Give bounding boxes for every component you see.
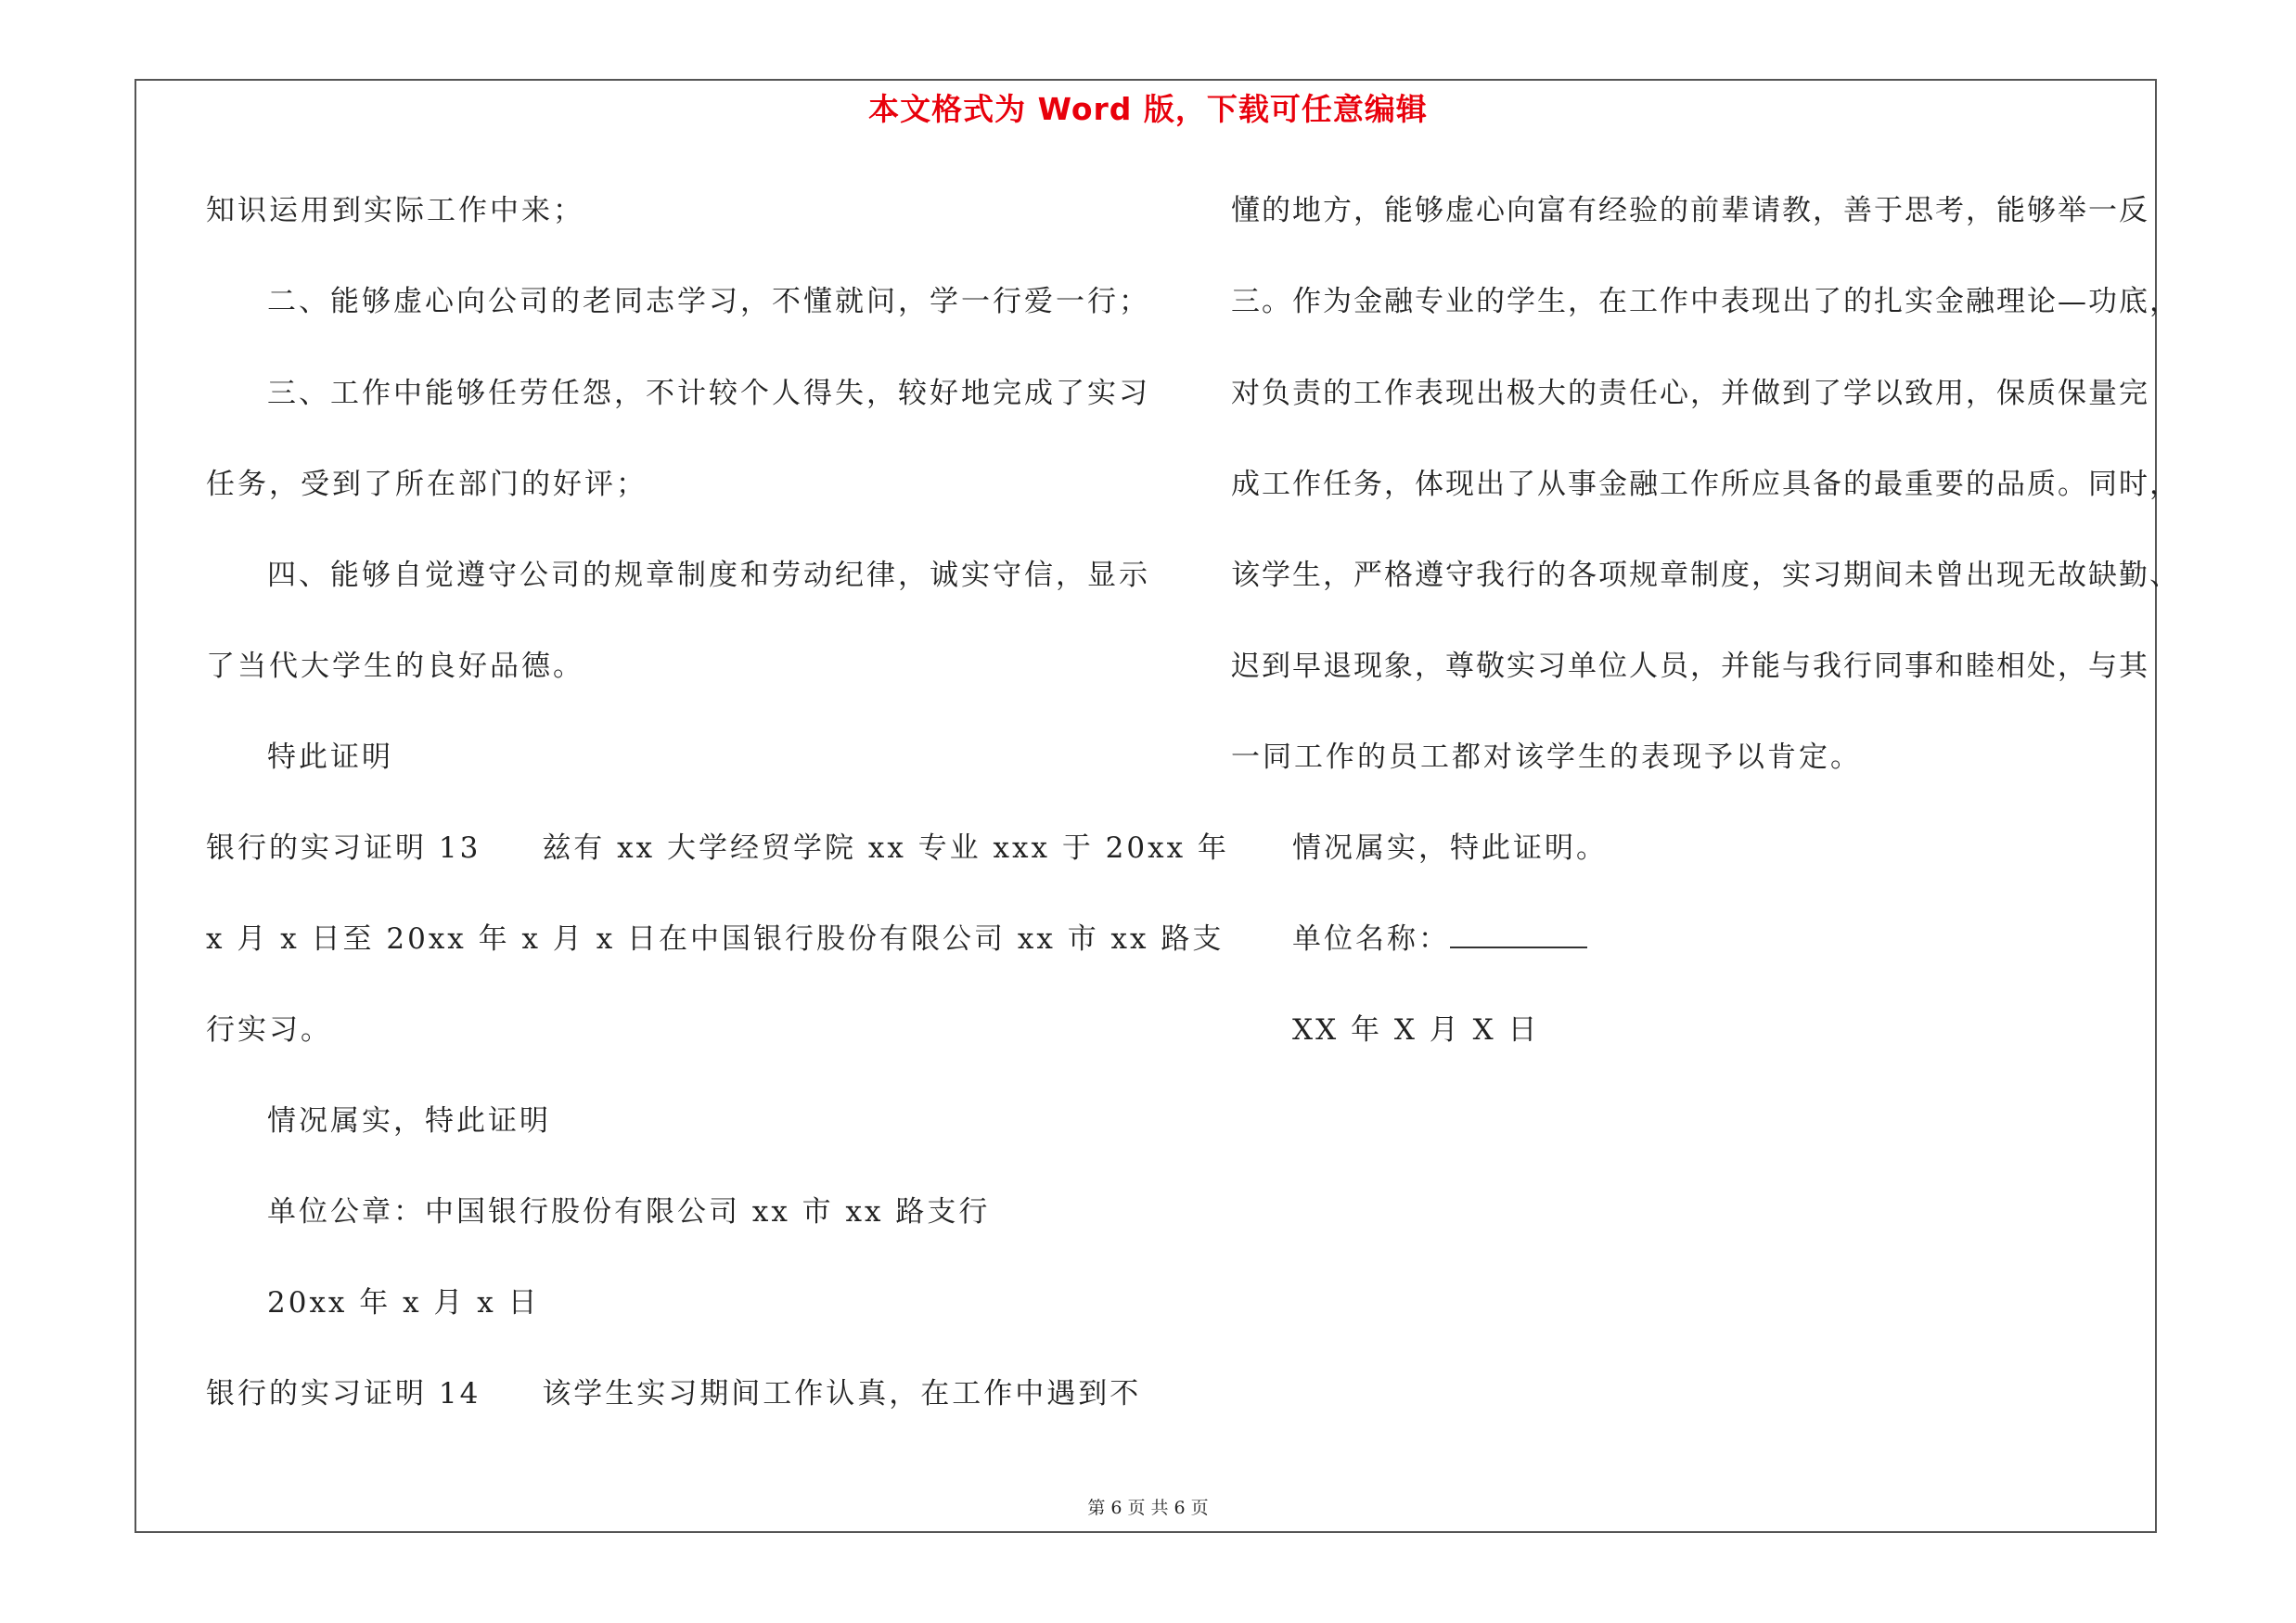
body-line: 迟到早退现象，尊敬实习单位人员，并能与我行同事和睦相处，与其 bbox=[1231, 650, 2149, 683]
section-heading-line bbox=[206, 830, 1229, 867]
unit-name-line bbox=[1292, 921, 1587, 958]
section-heading: 银行的实习证明 13 bbox=[206, 831, 481, 865]
body-line: 特此证明 bbox=[267, 741, 393, 774]
body-line: 成工作任务，体现出了从事金融工作所应具备的最重要的品质。同时， bbox=[1231, 468, 2180, 501]
body-line: 任务，受到了所在部门的好评； bbox=[206, 468, 648, 501]
page-footer: 第 6 页 共 6 页 bbox=[1087, 1498, 1209, 1518]
body-line: 了当代大学生的良好品德。 bbox=[206, 650, 584, 683]
body-line: 二、能够虚心向公司的老同志学习，不懂就问，学一行爱一行； bbox=[267, 285, 1150, 318]
body-line: 四、能够自觉遵守公司的规章制度和劳动纪律，诚实守信，显示 bbox=[267, 559, 1150, 592]
section-heading-line bbox=[206, 1375, 1141, 1412]
section-heading: 银行的实习证明 14 bbox=[206, 1377, 481, 1410]
body-line: 行实习。 bbox=[206, 1013, 332, 1047]
unit-name-blank bbox=[1450, 922, 1587, 948]
body-text: 该学生实习期间工作认真，在工作中遇到不 bbox=[542, 1377, 1142, 1410]
unit-name-label: 单位名称： bbox=[1292, 922, 1450, 956]
body-line: 情况属实，特此证明 bbox=[267, 1104, 551, 1138]
body-line: 知识运用到实际工作中来； bbox=[206, 194, 584, 227]
body-line: 对负责的工作表现出极大的责任心，并做到了学以致用，保质保量完 bbox=[1231, 377, 2149, 410]
date-line: 20xx 年 x 月 x 日 bbox=[267, 1286, 540, 1320]
body-line: x 月 x 日至 20xx 年 x 月 x 日在中国银行股份有限公司 xx 市 xx 路支 bbox=[206, 922, 1225, 956]
body-line: 一同工作的员工都对该学生的表现予以肯定。 bbox=[1231, 741, 1862, 774]
body-line: 懂的地方，能够虚心向富有经验的前辈请教，善于思考，能够举一反 bbox=[1231, 194, 2149, 227]
date-line: XX 年 X 月 X 日 bbox=[1292, 1013, 1540, 1047]
edit-banner: 本文格式为 Word 版，下载可任意编辑 bbox=[868, 91, 1428, 127]
body-line: 单位公章：中国银行股份有限公司 xx 市 xx 路支行 bbox=[267, 1195, 991, 1229]
body-line: 三。作为金融专业的学生，在工作中表现出了的扎实金融理论—功底， bbox=[1231, 285, 2180, 318]
body-line: 该学生，严格遵守我行的各项规章制度，实习期间未曾出现无故缺勤、 bbox=[1231, 559, 2180, 592]
body-line: 三、工作中能够任劳任怨，不计较个人得失，较好地完成了实习 bbox=[267, 377, 1150, 410]
right-column bbox=[1231, 0, 2180, 1623]
body-text: 兹有 xx 大学经贸学院 xx 专业 xxx 于 20xx 年 bbox=[542, 831, 1229, 865]
body-line: 情况属实，特此证明。 bbox=[1292, 831, 1608, 865]
